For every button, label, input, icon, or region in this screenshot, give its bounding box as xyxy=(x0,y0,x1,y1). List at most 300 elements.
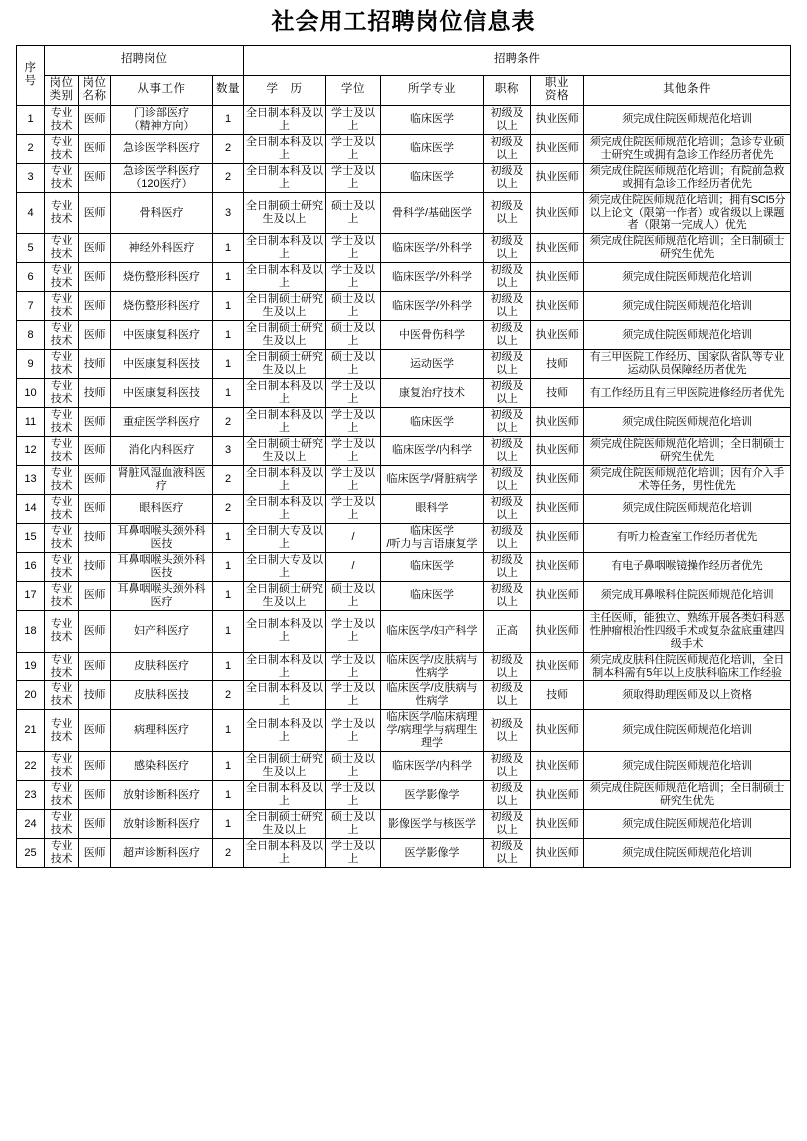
cell-degree: 硕士及以上 xyxy=(326,292,381,321)
cell-work: 放射诊断科医疗 xyxy=(111,781,213,810)
cell-education: 全日制本科及以上 xyxy=(244,839,326,868)
cell-title-rank: 初级及以上 xyxy=(484,839,531,868)
cell-quantity: 1 xyxy=(213,710,244,752)
table-row xyxy=(17,192,791,234)
cell-other: 须完成住院医师规范化培训 xyxy=(584,263,791,292)
cell-major: 康复治疗技术 xyxy=(381,379,484,408)
cell-work: 耳鼻咽喉头颈外科医技 xyxy=(111,523,213,552)
cell-major: 临床医学/皮肤病与性病学 xyxy=(381,681,484,710)
cell-education: 全日制本科及以上 xyxy=(244,465,326,494)
table-row xyxy=(17,610,791,652)
cell-major: 临床医学/内科学 xyxy=(381,752,484,781)
page-title: 社会用工招聘岗位信息表 xyxy=(271,9,536,34)
cell-major: 影像医学与核医学 xyxy=(381,810,484,839)
cell-seq: 19 xyxy=(17,652,45,681)
cell-education: 全日制本科及以上 xyxy=(244,379,326,408)
cell-major: 临床医学 xyxy=(381,134,484,163)
cell-work: 耳鼻咽喉头颈外科医疗 xyxy=(111,581,213,610)
cell-category: 专业技术 xyxy=(45,192,79,234)
cell-work: 肾脏风湿血液科医疗 xyxy=(111,465,213,494)
cell-education: 全日制硕士研究生及以上 xyxy=(244,350,326,379)
cell-major: 临床医学/肾脏病学 xyxy=(381,465,484,494)
table-row xyxy=(17,437,791,466)
cell-work: 急诊医学科医疗 （120医疗） xyxy=(111,163,213,192)
cell-other: 须完成住院医师规范化培训；全日制硕士研究生优先 xyxy=(584,234,791,263)
cell-other: 须完成住院医师规范化培训 xyxy=(584,105,791,134)
table-row xyxy=(17,552,791,581)
cell-education: 全日制本科及以上 xyxy=(244,681,326,710)
cell-education: 全日制硕士研究生及以上 xyxy=(244,437,326,466)
table-row xyxy=(17,263,791,292)
cell-quantity: 2 xyxy=(213,134,244,163)
cell-post-name: 医师 xyxy=(79,234,111,263)
cell-seq: 25 xyxy=(17,839,45,868)
cell-quantity: 2 xyxy=(213,408,244,437)
cell-quantity: 1 xyxy=(213,263,244,292)
cell-category: 专业技术 xyxy=(45,652,79,681)
cell-degree: 学士及以上 xyxy=(326,379,381,408)
cell-quantity: 2 xyxy=(213,465,244,494)
cell-degree: / xyxy=(326,523,381,552)
cell-post-name: 医师 xyxy=(79,710,111,752)
cell-work: 中医康复科医技 xyxy=(111,379,213,408)
cell-title-rank: 初级及以上 xyxy=(484,263,531,292)
header-post-name xyxy=(79,75,111,105)
cell-degree: 学士及以上 xyxy=(326,134,381,163)
cell-post-name: 技师 xyxy=(79,552,111,581)
cell-seq: 1 xyxy=(17,105,45,134)
cell-seq: 10 xyxy=(17,379,45,408)
cell-category: 专业技术 xyxy=(45,437,79,466)
cell-category: 专业技术 xyxy=(45,710,79,752)
table-row xyxy=(17,710,791,752)
header-work: 从事工作 xyxy=(111,75,213,105)
cell-post-name: 医师 xyxy=(79,321,111,350)
cell-work: 重症医学科医疗 xyxy=(111,408,213,437)
cell-major: 运动医学 xyxy=(381,350,484,379)
table-row xyxy=(17,839,791,868)
cell-category: 专业技术 xyxy=(45,581,79,610)
cell-quantity: 2 xyxy=(213,681,244,710)
cell-seq: 6 xyxy=(17,263,45,292)
cell-category: 专业技术 xyxy=(45,234,79,263)
cell-degree: 学士及以上 xyxy=(326,839,381,868)
cell-qualification: 执业医师 xyxy=(531,465,584,494)
cell-degree: 学士及以上 xyxy=(326,652,381,681)
cell-seq: 18 xyxy=(17,610,45,652)
cell-other: 须取得助理医师及以上资格 xyxy=(584,681,791,710)
table-row xyxy=(17,752,791,781)
cell-seq: 7 xyxy=(17,292,45,321)
cell-education: 全日制本科及以上 xyxy=(244,710,326,752)
cell-quantity: 1 xyxy=(213,652,244,681)
cell-qualification: 执业医师 xyxy=(531,781,584,810)
cell-category: 专业技术 xyxy=(45,839,79,868)
cell-degree: 硕士及以上 xyxy=(326,581,381,610)
recruitment-table xyxy=(16,45,791,868)
cell-qualification: 执业医师 xyxy=(531,810,584,839)
cell-post-name: 医师 xyxy=(79,465,111,494)
cell-post-name: 医师 xyxy=(79,263,111,292)
cell-major: 骨科学/基础医学 xyxy=(381,192,484,234)
cell-seq: 11 xyxy=(17,408,45,437)
cell-title-rank: 初级及以上 xyxy=(484,581,531,610)
table-row xyxy=(17,408,791,437)
cell-title-rank: 初级及以上 xyxy=(484,105,531,134)
cell-major: 医学影像学 xyxy=(381,839,484,868)
header-group-conditions: 招聘条件 xyxy=(244,45,791,75)
table-row xyxy=(17,523,791,552)
cell-quantity: 1 xyxy=(213,581,244,610)
cell-seq: 8 xyxy=(17,321,45,350)
cell-education: 全日制硕士研究生及以上 xyxy=(244,192,326,234)
cell-seq: 23 xyxy=(17,781,45,810)
table-row xyxy=(17,781,791,810)
header-group-row xyxy=(17,45,791,75)
cell-education: 全日制大专及以上 xyxy=(244,523,326,552)
cell-title-rank: 初级及以上 xyxy=(484,681,531,710)
cell-major: 临床医学/外科学 xyxy=(381,292,484,321)
table-row xyxy=(17,494,791,523)
cell-degree: 学士及以上 xyxy=(326,163,381,192)
cell-category: 专业技术 xyxy=(45,465,79,494)
cell-title-rank: 初级及以上 xyxy=(484,437,531,466)
cell-title-rank: 初级及以上 xyxy=(484,652,531,681)
header-education: 学 历 xyxy=(244,75,326,105)
cell-seq: 15 xyxy=(17,523,45,552)
cell-degree: 硕士及以上 xyxy=(326,321,381,350)
cell-qualification: 执业医师 xyxy=(531,652,584,681)
table-row xyxy=(17,292,791,321)
cell-other: 须完成住院医师规范化培训 xyxy=(584,321,791,350)
cell-degree: 学士及以上 xyxy=(326,494,381,523)
header-major: 所学专业 xyxy=(381,75,484,105)
cell-education: 全日制本科及以上 xyxy=(244,263,326,292)
cell-other: 须完成耳鼻喉科住院医师规范化培训 xyxy=(584,581,791,610)
cell-qualification: 技师 xyxy=(531,350,584,379)
cell-post-name: 医师 xyxy=(79,652,111,681)
cell-category: 专业技术 xyxy=(45,350,79,379)
cell-title-rank: 正高 xyxy=(484,610,531,652)
cell-post-name: 医师 xyxy=(79,752,111,781)
cell-major: 临床医学/临床病理学/病理学与病理生理学 xyxy=(381,710,484,752)
cell-category: 专业技术 xyxy=(45,810,79,839)
cell-education: 全日制硕士研究生及以上 xyxy=(244,752,326,781)
cell-category: 专业技术 xyxy=(45,292,79,321)
cell-major: 临床医学 /听力与言语康复学 xyxy=(381,523,484,552)
cell-degree: 学士及以上 xyxy=(326,437,381,466)
cell-education: 全日制硕士研究生及以上 xyxy=(244,810,326,839)
table-row xyxy=(17,581,791,610)
cell-category: 专业技术 xyxy=(45,610,79,652)
header-qualification-label: 职业 资格 xyxy=(545,76,569,103)
cell-other: 须完成住院医师规范化培训 xyxy=(584,810,791,839)
cell-major: 中医骨伤科学 xyxy=(381,321,484,350)
cell-degree: 学士及以上 xyxy=(326,465,381,494)
cell-major: 临床医学/皮肤病与性病学 xyxy=(381,652,484,681)
cell-education: 全日制本科及以上 xyxy=(244,105,326,134)
cell-post-name: 医师 xyxy=(79,810,111,839)
header-other: 其他条件 xyxy=(584,75,791,105)
cell-quantity: 2 xyxy=(213,163,244,192)
cell-quantity: 1 xyxy=(213,752,244,781)
cell-work: 放射诊断科医疗 xyxy=(111,810,213,839)
cell-work: 消化内科医疗 xyxy=(111,437,213,466)
cell-qualification: 执业医师 xyxy=(531,494,584,523)
cell-seq: 9 xyxy=(17,350,45,379)
cell-category: 专业技术 xyxy=(45,379,79,408)
cell-qualification: 执业医师 xyxy=(531,192,584,234)
cell-title-rank: 初级及以上 xyxy=(484,752,531,781)
cell-title-rank: 初级及以上 xyxy=(484,350,531,379)
cell-quantity: 1 xyxy=(213,552,244,581)
header-qualification xyxy=(531,75,584,105)
cell-category: 专业技术 xyxy=(45,523,79,552)
cell-title-rank: 初级及以上 xyxy=(484,134,531,163)
cell-qualification: 执业医师 xyxy=(531,234,584,263)
cell-degree: 硕士及以上 xyxy=(326,810,381,839)
cell-degree: 学士及以上 xyxy=(326,781,381,810)
cell-seq: 12 xyxy=(17,437,45,466)
cell-education: 全日制本科及以上 xyxy=(244,234,326,263)
cell-category: 专业技术 xyxy=(45,752,79,781)
cell-major: 临床医学/妇产科学 xyxy=(381,610,484,652)
cell-post-name: 医师 xyxy=(79,610,111,652)
cell-degree: 硕士及以上 xyxy=(326,192,381,234)
cell-qualification: 执业医师 xyxy=(531,134,584,163)
cell-category: 专业技术 xyxy=(45,494,79,523)
cell-quantity: 1 xyxy=(213,810,244,839)
cell-other: 须完成住院医师规范化培训；全日制硕士研究生优先 xyxy=(584,781,791,810)
cell-education: 全日制硕士研究生及以上 xyxy=(244,321,326,350)
cell-title-rank: 初级及以上 xyxy=(484,494,531,523)
cell-education: 全日制本科及以上 xyxy=(244,408,326,437)
cell-other: 有听力检查室工作经历者优先 xyxy=(584,523,791,552)
cell-title-rank: 初级及以上 xyxy=(484,552,531,581)
cell-post-name: 技师 xyxy=(79,350,111,379)
cell-quantity: 3 xyxy=(213,192,244,234)
cell-seq: 4 xyxy=(17,192,45,234)
cell-category: 专业技术 xyxy=(45,134,79,163)
cell-education: 全日制大专及以上 xyxy=(244,552,326,581)
cell-quantity: 1 xyxy=(213,105,244,134)
cell-seq: 24 xyxy=(17,810,45,839)
cell-degree: 学士及以上 xyxy=(326,263,381,292)
cell-qualification: 执业医师 xyxy=(531,292,584,321)
header-post-name-label: 岗位 名称 xyxy=(82,76,107,103)
cell-major: 临床医学 xyxy=(381,105,484,134)
cell-major: 医学影像学 xyxy=(381,781,484,810)
table-head xyxy=(17,45,791,105)
cell-category: 专业技术 xyxy=(45,781,79,810)
cell-title-rank: 初级及以上 xyxy=(484,192,531,234)
cell-education: 全日制硕士研究生及以上 xyxy=(244,292,326,321)
cell-other: 有电子鼻咽喉镜操作经历者优先 xyxy=(584,552,791,581)
cell-title-rank: 初级及以上 xyxy=(484,163,531,192)
header-title-rank: 职称 xyxy=(484,75,531,105)
cell-other: 有工作经历且有三甲医院进修经历者优先 xyxy=(584,379,791,408)
cell-other: 须完成住院医师规范化培训 xyxy=(584,494,791,523)
cell-work: 感染科医疗 xyxy=(111,752,213,781)
cell-title-rank: 初级及以上 xyxy=(484,465,531,494)
cell-education: 全日制本科及以上 xyxy=(244,781,326,810)
table-row xyxy=(17,134,791,163)
table-row xyxy=(17,810,791,839)
cell-work: 超声诊断科医疗 xyxy=(111,839,213,868)
cell-qualification: 执业医师 xyxy=(531,408,584,437)
cell-work: 骨科医疗 xyxy=(111,192,213,234)
cell-qualification: 执业医师 xyxy=(531,610,584,652)
cell-work: 病理科医疗 xyxy=(111,710,213,752)
cell-quantity: 1 xyxy=(213,234,244,263)
cell-seq: 3 xyxy=(17,163,45,192)
table-body xyxy=(17,105,791,867)
header-quantity: 数量 xyxy=(213,75,244,105)
cell-other: 主任医师，能独立、熟练开展各类妇科恶性肿瘤根治性四级手术或复杂盆底重建四级手术 xyxy=(584,610,791,652)
cell-qualification: 执业医师 xyxy=(531,581,584,610)
header-category xyxy=(45,75,79,105)
cell-post-name: 医师 xyxy=(79,437,111,466)
cell-work: 神经外科医疗 xyxy=(111,234,213,263)
cell-qualification: 执业医师 xyxy=(531,710,584,752)
cell-quantity: 1 xyxy=(213,610,244,652)
cell-category: 专业技术 xyxy=(45,408,79,437)
cell-quantity: 1 xyxy=(213,523,244,552)
table-row xyxy=(17,379,791,408)
cell-work: 中医康复科医技 xyxy=(111,350,213,379)
cell-degree: 硕士及以上 xyxy=(326,752,381,781)
cell-other: 须完成住院医师规范化培训 xyxy=(584,408,791,437)
cell-work: 妇产科医疗 xyxy=(111,610,213,652)
table-row xyxy=(17,681,791,710)
cell-major: 临床医学 xyxy=(381,581,484,610)
cell-seq: 21 xyxy=(17,710,45,752)
cell-qualification: 执业医师 xyxy=(531,321,584,350)
cell-education: 全日制硕士研究生及以上 xyxy=(244,581,326,610)
cell-title-rank: 初级及以上 xyxy=(484,810,531,839)
cell-degree: 学士及以上 xyxy=(326,234,381,263)
cell-quantity: 1 xyxy=(213,321,244,350)
cell-quantity: 1 xyxy=(213,379,244,408)
cell-category: 专业技术 xyxy=(45,321,79,350)
cell-quantity: 3 xyxy=(213,437,244,466)
cell-title-rank: 初级及以上 xyxy=(484,292,531,321)
cell-title-rank: 初级及以上 xyxy=(484,379,531,408)
cell-post-name: 医师 xyxy=(79,781,111,810)
cell-other: 须完成住院医师规范化培训；全日制硕士研究生优先 xyxy=(584,437,791,466)
cell-title-rank: 初级及以上 xyxy=(484,523,531,552)
table-row xyxy=(17,321,791,350)
cell-degree: 学士及以上 xyxy=(326,610,381,652)
cell-other: 须完成住院医师规范化培训；急诊专业硕士研究生或拥有急诊工作经历者优先 xyxy=(584,134,791,163)
cell-major: 临床医学/内科学 xyxy=(381,437,484,466)
cell-work: 眼科医疗 xyxy=(111,494,213,523)
cell-quantity: 2 xyxy=(213,494,244,523)
cell-other: 须完成住院医师规范化培训 xyxy=(584,752,791,781)
cell-title-rank: 初级及以上 xyxy=(484,781,531,810)
cell-category: 专业技术 xyxy=(45,681,79,710)
cell-work: 门诊部医疗 （精神方向） xyxy=(111,105,213,134)
cell-seq: 20 xyxy=(17,681,45,710)
cell-post-name: 技师 xyxy=(79,523,111,552)
cell-degree: 学士及以上 xyxy=(326,105,381,134)
cell-qualification: 执业医师 xyxy=(531,552,584,581)
cell-degree: 学士及以上 xyxy=(326,710,381,752)
cell-other: 须完成住院医师规范化培训；因有介入手术等任务，男性优先 xyxy=(584,465,791,494)
cell-work: 皮肤科医疗 xyxy=(111,652,213,681)
cell-qualification: 技师 xyxy=(531,379,584,408)
cell-post-name: 医师 xyxy=(79,839,111,868)
cell-title-rank: 初级及以上 xyxy=(484,321,531,350)
cell-other: 须完成住院医师规范化培训 xyxy=(584,839,791,868)
cell-major: 临床医学 xyxy=(381,163,484,192)
cell-qualification: 执业医师 xyxy=(531,752,584,781)
cell-major: 临床医学 xyxy=(381,408,484,437)
cell-post-name: 医师 xyxy=(79,581,111,610)
cell-post-name: 医师 xyxy=(79,408,111,437)
cell-other: 须完成皮肤科住院医师规范化培训，全日制本科需有5年以上皮肤科临床工作经验 xyxy=(584,652,791,681)
cell-qualification: 执业医师 xyxy=(531,523,584,552)
cell-education: 全日制本科及以上 xyxy=(244,610,326,652)
cell-qualification: 执业医师 xyxy=(531,839,584,868)
cell-degree: 学士及以上 xyxy=(326,408,381,437)
cell-seq: 5 xyxy=(17,234,45,263)
cell-other: 须完成住院医师规范化培训；有院前急救或拥有急诊工作经历者优先 xyxy=(584,163,791,192)
cell-seq: 16 xyxy=(17,552,45,581)
cell-qualification: 执业医师 xyxy=(531,437,584,466)
cell-major: 临床医学/外科学 xyxy=(381,263,484,292)
cell-quantity: 1 xyxy=(213,292,244,321)
cell-major: 临床医学/外科学 xyxy=(381,234,484,263)
cell-work: 皮肤科医技 xyxy=(111,681,213,710)
cell-major: 临床医学 xyxy=(381,552,484,581)
cell-seq: 2 xyxy=(17,134,45,163)
cell-education: 全日制本科及以上 xyxy=(244,134,326,163)
table-row xyxy=(17,465,791,494)
header-degree: 学位 xyxy=(326,75,381,105)
header-category-label: 岗位 类别 xyxy=(49,76,74,103)
cell-other: 须完成住院医师规范化培训 xyxy=(584,292,791,321)
cell-work: 急诊医学科医疗 xyxy=(111,134,213,163)
cell-title-rank: 初级及以上 xyxy=(484,234,531,263)
table-row xyxy=(17,105,791,134)
cell-post-name: 技师 xyxy=(79,379,111,408)
cell-work: 耳鼻咽喉头颈外科医技 xyxy=(111,552,213,581)
cell-post-name: 医师 xyxy=(79,163,111,192)
table-row xyxy=(17,234,791,263)
cell-work: 烧伤整形科医疗 xyxy=(111,292,213,321)
table-row xyxy=(17,652,791,681)
cell-seq: 13 xyxy=(17,465,45,494)
cell-post-name: 医师 xyxy=(79,192,111,234)
cell-seq: 22 xyxy=(17,752,45,781)
header-column-row xyxy=(17,75,791,105)
cell-seq: 14 xyxy=(17,494,45,523)
cell-degree: / xyxy=(326,552,381,581)
cell-qualification: 执业医师 xyxy=(531,263,584,292)
cell-quantity: 2 xyxy=(213,839,244,868)
header-group-post: 招聘岗位 xyxy=(45,45,244,75)
cell-education: 全日制本科及以上 xyxy=(244,494,326,523)
cell-degree: 学士及以上 xyxy=(326,681,381,710)
cell-qualification: 执业医师 xyxy=(531,163,584,192)
cell-quantity: 1 xyxy=(213,350,244,379)
cell-post-name: 医师 xyxy=(79,105,111,134)
cell-category: 专业技术 xyxy=(45,105,79,134)
cell-major: 眼科学 xyxy=(381,494,484,523)
cell-post-name: 医师 xyxy=(79,494,111,523)
cell-quantity: 1 xyxy=(213,781,244,810)
